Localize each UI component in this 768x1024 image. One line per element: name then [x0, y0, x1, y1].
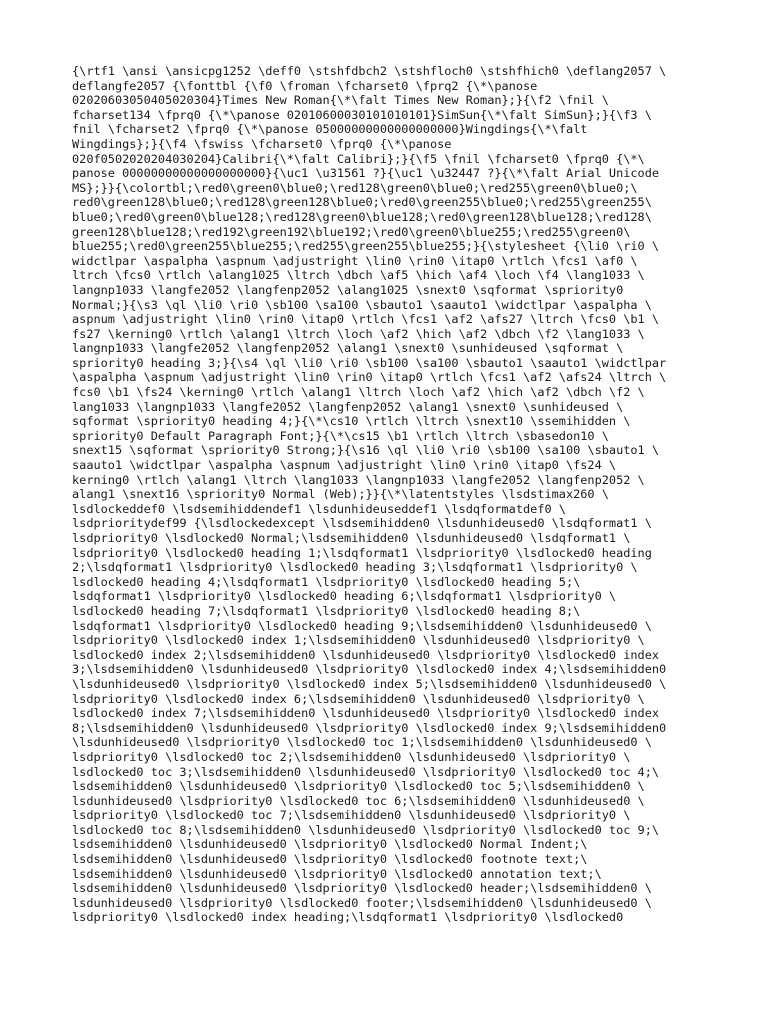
text-line: lsdqformat1 \lsdpriority0 \lsdlocked0 heading 6;\lsdqformat1 \lsdpriority0 \ — [72, 589, 617, 604]
text-line: Normal;}{\s3 \ql \li0 \ri0 \sb100 \sa100 \sbauto1 \saauto1 \widctlpar \aspalpha \ — [72, 297, 652, 312]
text-line: blue255;\red0\green255\blue255;\red255\green255\blue255;}{\stylesheet {\li0 \ri0 \ — [72, 239, 660, 254]
text-line: lsdqformat1 \lsdpriority0 \lsdlocked0 heading 9;\lsdsemihidden0 \lsdunhideused0 \ — [72, 618, 652, 633]
rtf-source-text — [72, 64, 712, 925]
text-line: lsdlocked0 index 2;\lsdsemihidden0 \lsdunhideused0 \lsdpriority0 \lsdlocked0 index — [72, 647, 660, 662]
text-line: lsdlocked0 toc 8;\lsdsemihidden0 \lsdunhideused0 \lsdpriority0 \lsdlocked0 toc 9;\ — [72, 822, 660, 837]
text-line: lsdlocked0 index 7;\lsdsemihidden0 \lsdunhideused0 \lsdpriority0 \lsdlocked0 index — [72, 706, 660, 721]
text-line: red0\green128\blue0;\red128\green128\blue0;\red0\green255\blue0;\red255\green255\ — [72, 195, 652, 210]
text-line: lsdsemihidden0 \lsdunhideused0 \lsdpriority0 \lsdlocked0 annotation text;\ — [72, 866, 602, 881]
text-line: lsdunhideused0 \lsdpriority0 \lsdlocked0 footer;\lsdsemihidden0 \lsdunhideused0 \ — [72, 895, 652, 910]
text-line: spriority0 heading 3;}{\s4 \ql \li0 \ri0 \sb100 \sa100 \sbauto1 \saauto1 \widctlpar — [72, 355, 667, 370]
text-line: langnp1033 \langfe2052 \langfenp2052 \alang1 \snext0 \sunhideused \sqformat \ — [72, 341, 624, 356]
text-line: lsdpriority0 \lsdlocked0 index heading;\lsdqformat1 \lsdpriority0 \lsdlocked0 — [72, 910, 624, 925]
text-line: lsdsemihidden0 \lsdunhideused0 \lsdpriority0 \lsdlocked0 toc 5;\lsdsemihidden0 \ — [72, 779, 645, 794]
text-line: panose 00000000000000000000}{\uc1 \u31561 ?}{\uc1 \u32447 ?}{\*\falt Arial Unicode — [72, 166, 660, 181]
text-line: fs27 \kerning0 \rtlch \alang1 \ltrch \loch \af2 \hich \af2 \dbch \f2 \lang1033 \ — [72, 326, 645, 341]
text-line: 3;\lsdsemihidden0 \lsdunhideused0 \lsdpriority0 \lsdlocked0 index 4;\lsdsemihidden0 — [72, 662, 667, 677]
text-line: fnil \fcharset2 \fprq0 {\*\panose 05000000000000000000}Wingdings{\*\falt — [72, 122, 588, 137]
text-line: lsdpriority0 \lsdlocked0 index 6;\lsdsemihidden0 \lsdunhideused0 \lsdpriority0 \ — [72, 691, 645, 706]
text-line: widctlpar \aspalpha \aspnum \adjustright \lin0 \rin0 \itap0 \rtlch \fcs1 \af0 \ — [72, 253, 638, 268]
text-line: {\rtf1 \ansi \ansicpg1252 \deff0 \stshfdbch2 \stshfloch0 \stshfhich0 \deflang2057 \ — [72, 64, 667, 78]
text-line: 020f0502020204030204}Calibri{\*\falt Calibri};}{\f5 \fnil \fcharset0 \fprq0 {\*\ — [72, 151, 645, 166]
text-line: \lsdunhideused0 \lsdpriority0 \lsdlocked0 toc 1;\lsdsemihidden0 \lsdunhideused0 \ — [72, 735, 652, 750]
text-line: deflangfe2057 {\fonttbl {\f0 \froman \fcharset0 \fprq2 {\*\panose — [72, 78, 538, 93]
text-line: lsdpriority0 \lsdlocked0 heading 1;\lsdqformat1 \lsdpriority0 \lsdlocked0 heading — [72, 545, 652, 560]
text-line: lsdpriority0 \lsdlocked0 toc 2;\lsdsemihidden0 \lsdunhideused0 \lsdpriority0 \ — [72, 749, 631, 764]
text-line: kerning0 \rtlch \alang1 \ltrch \lang1033 \langnp1033 \langfe2052 \langfenp2052 \ — [72, 472, 645, 487]
text-line: lsdunhideused0 \lsdpriority0 \lsdlocked0 toc 6;\lsdsemihidden0 \lsdunhideused0 \ — [72, 793, 645, 808]
text-line: lsdsemihidden0 \lsdunhideused0 \lsdpriority0 \lsdlocked0 Normal Indent;\ — [72, 837, 588, 852]
text-line: lsdpriority0 \lsdlocked0 toc 7;\lsdsemihidden0 \lsdunhideused0 \lsdpriority0 \ — [72, 808, 631, 823]
text-line: \aspalpha \aspnum \adjustright \lin0 \rin0 \itap0 \rtlch \fcs1 \af2 \afs24 \ltrch \ — [72, 370, 667, 385]
text-line: sqformat \spriority0 heading 4;}{\*\cs10 \rtlch \ltrch \snext10 \ssemihidden \ — [72, 414, 631, 429]
text-line: lang1033 \langnp1033 \langfe2052 \langfenp2052 \alang1 \snext0 \sunhideused \ — [72, 399, 624, 414]
text-line: lsdprioritydef99 {\lsdlockedexcept \lsdsemihidden0 \lsdunhideused0 \lsdqformat1 \ — [72, 516, 652, 531]
text-line: lsdpriority0 \lsdlocked0 index 1;\lsdsemihidden0 \lsdunhideused0 \lsdpriority0 \ — [72, 633, 645, 648]
text-line: \lsdunhideused0 \lsdpriority0 \lsdlocked0 index 5;\lsdsemihidden0 \lsdunhideused0 \ — [72, 676, 667, 691]
text-line: lsdlocked0 heading 7;\lsdqformat1 \lsdpriority0 \lsdlocked0 heading 8;\ — [72, 603, 581, 618]
text-line: blue0;\red0\green0\blue128;\red128\green0\blue128;\red0\green128\blue128;\red128\ — [72, 209, 652, 224]
text-line: langnp1033 \langfe2052 \langfenp2052 \alang1025 \snext0 \sqformat \spriority0 — [72, 282, 624, 297]
text-line: Wingdings};}{\f4 \fswiss \fcharset0 \fprq0 {\*\panose — [72, 136, 452, 151]
text-line: lsdlocked0 heading 4;\lsdqformat1 \lsdpriority0 \lsdlocked0 heading 5;\ — [72, 574, 581, 589]
text-line: 02020603050405020304}Times New Roman{\*\falt Times New Roman};}{\f2 \fnil \ — [72, 93, 609, 108]
text-line: alang1 \snext16 \spriority0 Normal (Web);}}{\*\latentstyles \lsdstimax260 \ — [72, 487, 609, 502]
text-line: MS};}}{\colortbl;\red0\green0\blue0;\red128\green0\blue0;\red255\green0\blue0;\ — [72, 180, 638, 195]
text-line: green128\blue128;\red192\green192\blue192;\red0\green0\blue255;\red255\green0\ — [72, 224, 631, 239]
text-line: lsdsemihidden0 \lsdunhideused0 \lsdpriority0 \lsdlocked0 header;\lsdsemihidden0 \ — [72, 881, 652, 896]
text-line: 2;\lsdqformat1 \lsdpriority0 \lsdlocked0 heading 3;\lsdqformat1 \lsdpriority0 \ — [72, 560, 638, 575]
text-line: saauto1 \widctlpar \aspalpha \aspnum \adjustright \lin0 \rin0 \itap0 \fs24 \ — [72, 458, 617, 473]
text-line: aspnum \adjustright \lin0 \rin0 \itap0 \rtlch \fcs1 \af2 \afs27 \ltrch \fcs0 \b1 \ — [72, 312, 660, 327]
text-line: ltrch \fcs0 \rtlch \alang1025 \ltrch \dbch \af5 \hich \af4 \loch \f4 \lang1033 \ — [72, 268, 645, 283]
text-line: spriority0 Default Paragraph Font;}{\*\cs15 \b1 \rtlch \ltrch \sbasedon10 \ — [72, 428, 609, 443]
text-line: fcs0 \b1 \fs24 \kerning0 \rtlch \alang1 \ltrch \loch \af2 \hich \af2 \dbch \f2 \ — [72, 385, 645, 400]
text-line: 8;\lsdsemihidden0 \lsdunhideused0 \lsdpriority0 \lsdlocked0 index 9;\lsdsemihidden0 — [72, 720, 667, 735]
text-line: lsdlocked0 toc 3;\lsdsemihidden0 \lsdunhideused0 \lsdpriority0 \lsdlocked0 toc 4;\ — [72, 764, 660, 779]
text-line: lsdpriority0 \lsdlocked0 Normal;\lsdsemihidden0 \lsdunhideused0 \lsdqformat1 \ — [72, 531, 631, 545]
text-line: snext15 \sqformat \spriority0 Strong;}{\s16 \ql \li0 \ri0 \sb100 \sa100 \sbauto1 \ — [72, 443, 660, 458]
text-line: lsdlockeddef0 \lsdsemihiddendef1 \lsdunhideuseddef1 \lsdqformatdef0 \ — [72, 501, 566, 516]
text-line: fcharset134 \fprq0 {\*\panose 02010600030101010101}SimSun{\*\falt SimSun};}{\f3 \ — [72, 107, 652, 122]
text-line: lsdsemihidden0 \lsdunhideused0 \lsdpriority0 \lsdlocked0 footnote text;\ — [72, 852, 588, 867]
